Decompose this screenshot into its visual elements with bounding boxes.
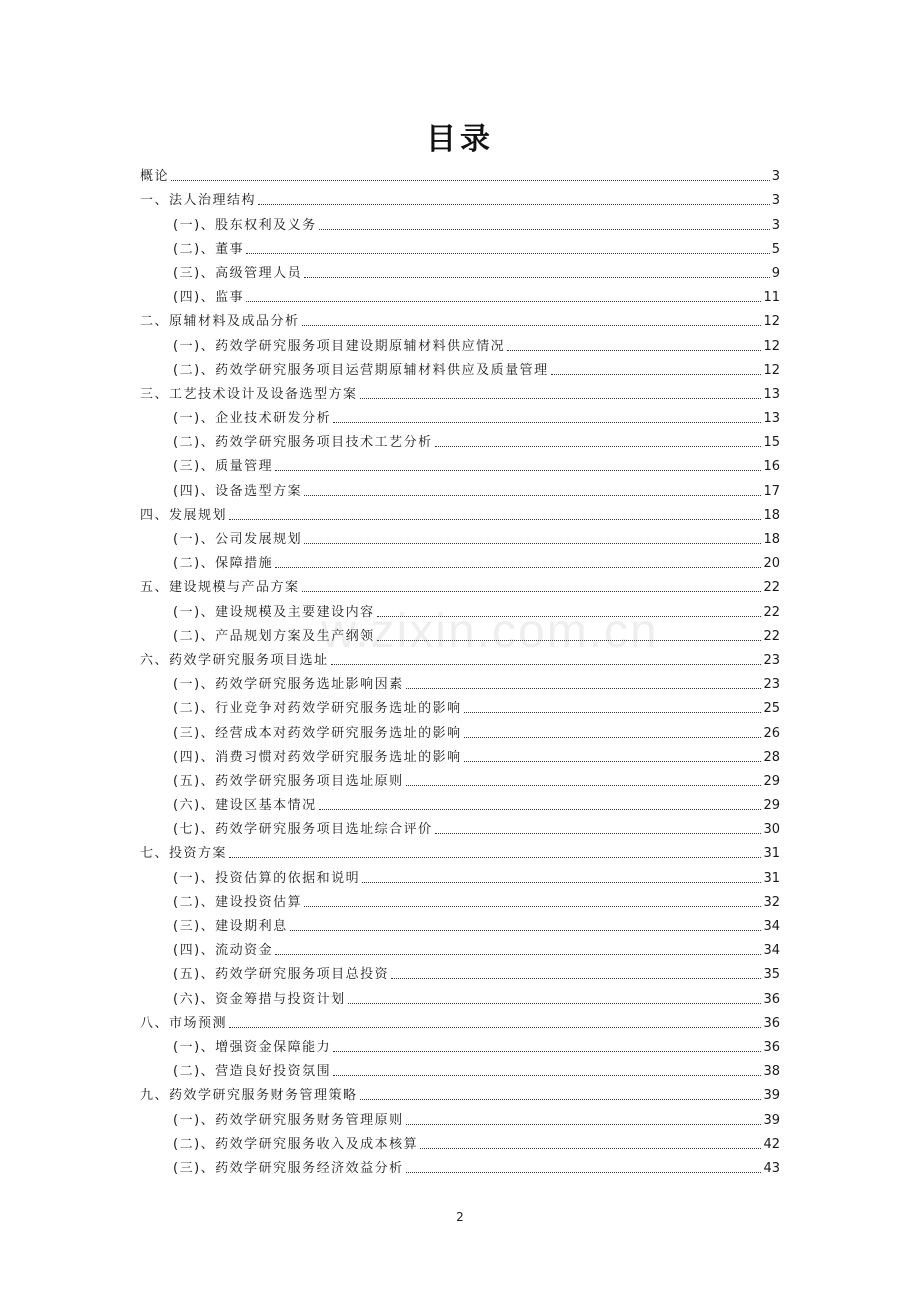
toc-entry[interactable] xyxy=(140,1079,780,1103)
toc-entry-label: (三)、建设期利息 xyxy=(173,919,288,934)
toc-dot-leader xyxy=(391,978,761,979)
toc-entry-label: (三)、高级管理人员 xyxy=(173,265,303,281)
toc-entry-page: 13 xyxy=(763,411,780,427)
toc-dot-leader xyxy=(464,737,762,738)
toc-entry-label: 三、工艺技术设计及设备选型方案 xyxy=(140,386,358,402)
toc-subentry[interactable] xyxy=(140,354,780,378)
toc-dot-leader xyxy=(302,591,762,592)
watermark: w.zixin.com.cn xyxy=(321,605,659,658)
toc-subentry[interactable] xyxy=(140,233,780,257)
toc-subentry[interactable] xyxy=(140,934,780,958)
toc-entry-label: 五、建设规模与产品方案 xyxy=(140,580,300,596)
toc-entry-label: (五)、药效学研究服务项目选址原则 xyxy=(173,773,404,789)
toc-entry-page: 26 xyxy=(763,725,780,741)
toc-dot-leader xyxy=(246,301,761,302)
toc-dot-leader xyxy=(275,954,761,955)
toc-dot-leader xyxy=(464,712,762,713)
toc-entry-page: 32 xyxy=(763,894,780,910)
toc-subentry[interactable] xyxy=(140,765,780,789)
toc-entry-page: 22 xyxy=(763,628,780,644)
toc-dot-leader xyxy=(406,1172,762,1173)
toc-entry-label: 二、原辅材料及成品分析 xyxy=(140,314,300,330)
toc-entry-label: (二)、营造良好投资氛围 xyxy=(173,1064,332,1080)
toc-entry-label: (七)、药效学研究服务项目选址综合评价 xyxy=(173,822,433,838)
toc-entry-page: 31 xyxy=(763,870,780,886)
toc-subentry[interactable] xyxy=(140,692,780,716)
toc-entry-page: 12 xyxy=(763,338,780,354)
toc-entry-page: 39 xyxy=(763,1088,780,1104)
toc-entry-page: 29 xyxy=(763,773,780,789)
toc-entry-page: 3 xyxy=(771,193,780,209)
toc-entry-label: (一)、企业技术研发分析 xyxy=(173,411,332,427)
toc-dot-leader xyxy=(258,204,770,205)
toc-entry-page: 25 xyxy=(763,701,780,717)
toc-entry-label: (一)、药效学研究服务选址影响因素 xyxy=(173,677,404,693)
toc-subentry[interactable] xyxy=(140,982,780,1006)
toc-entry-page: 42 xyxy=(763,1136,780,1152)
toc-entry-label: (六)、建设区基本情况 xyxy=(173,798,317,814)
toc-subentry[interactable] xyxy=(140,958,780,982)
toc-subentry[interactable] xyxy=(140,1031,780,1055)
toc-entry[interactable] xyxy=(140,184,780,208)
toc-subentry[interactable] xyxy=(140,281,780,305)
toc-dot-leader xyxy=(304,906,761,907)
toc-dot-leader xyxy=(377,616,762,617)
toc-entry-label: 八、市场预测 xyxy=(140,1015,228,1031)
toc-dot-leader xyxy=(319,809,762,810)
toc-entry-page: 20 xyxy=(763,556,780,572)
toc-dot-leader xyxy=(304,543,761,544)
toc-dot-leader xyxy=(435,833,762,834)
toc-entry-page: 39 xyxy=(763,1112,780,1128)
toc-dot-leader xyxy=(319,229,770,230)
toc-subentry[interactable] xyxy=(140,620,780,644)
toc-subentry[interactable] xyxy=(140,208,780,232)
toc-entry-label: (一)、公司发展规划 xyxy=(173,532,303,547)
toc-entry-label: (二)、产品规划方案及生产纲领 xyxy=(173,628,375,644)
toc-entry-label: (六)、资金筹措与投资计划 xyxy=(173,991,346,1007)
toc-entry-page: 29 xyxy=(763,798,780,814)
toc-entry-page: 3 xyxy=(771,169,780,185)
toc-subentry[interactable] xyxy=(140,523,780,547)
toc-dot-leader xyxy=(348,1003,762,1004)
toc-entry-page: 23 xyxy=(763,677,780,693)
toc-entry-page: 34 xyxy=(763,919,780,934)
toc-dot-leader xyxy=(360,398,762,399)
toc-entry-page: 36 xyxy=(763,1039,780,1055)
toc-dot-leader xyxy=(304,495,761,496)
toc-dot-leader xyxy=(551,374,762,375)
toc-dot-leader xyxy=(507,350,761,351)
toc-entry[interactable] xyxy=(140,378,780,402)
toc-entry-page: 36 xyxy=(763,991,780,1007)
toc-entry[interactable] xyxy=(140,499,780,523)
toc-dot-leader xyxy=(420,1148,761,1149)
toc-dot-leader xyxy=(333,1051,761,1052)
table-of-contents xyxy=(140,160,780,1176)
toc-entry-label: 一、法人治理结构 xyxy=(140,193,257,209)
toc-dot-leader xyxy=(290,930,762,931)
toc-entry[interactable] xyxy=(140,571,780,595)
toc-subentry[interactable] xyxy=(140,861,780,885)
toc-entry-page: 23 xyxy=(763,652,780,668)
toc-entry-page: 11 xyxy=(763,290,780,306)
toc-dot-leader xyxy=(331,664,762,665)
toc-dot-leader xyxy=(302,325,762,326)
toc-entry-page: 31 xyxy=(763,846,780,862)
toc-subentry[interactable] xyxy=(140,474,780,498)
toc-entry-label: 七、投资方案 xyxy=(140,846,228,862)
toc-subentry[interactable] xyxy=(140,741,780,765)
toc-entry-page: 12 xyxy=(763,314,780,330)
toc-entry-page: 18 xyxy=(763,532,780,547)
toc-dot-leader xyxy=(406,785,762,786)
toc-dot-leader xyxy=(435,446,762,447)
toc-dot-leader xyxy=(362,882,761,883)
toc-entry-label: (四)、消费习惯对药效学研究服务选址的影响 xyxy=(173,749,462,765)
toc-entry-label: 四、发展规划 xyxy=(140,507,228,523)
toc-entry[interactable] xyxy=(140,644,780,668)
toc-entry-label: (三)、药效学研究服务经济效益分析 xyxy=(173,1160,404,1176)
toc-entry[interactable] xyxy=(140,837,780,861)
page-title: 目录 xyxy=(426,122,494,157)
toc-entry-page: 30 xyxy=(763,822,780,838)
toc-entry-page: 43 xyxy=(763,1160,780,1176)
toc-entry-label: (二)、药效学研究服务项目运营期原辅材料供应及质量管理 xyxy=(173,362,549,378)
toc-entry-label: (二)、保障措施 xyxy=(173,556,274,572)
toc-dot-leader xyxy=(360,1099,762,1100)
toc-dot-leader xyxy=(246,253,770,254)
toc-dot-leader xyxy=(333,1075,761,1076)
toc-entry-label: (二)、行业竞争对药效学研究服务选址的影响 xyxy=(173,701,462,717)
toc-entry-label: (一)、投资估算的依据和说明 xyxy=(173,870,361,886)
toc-entry-page: 3 xyxy=(771,217,780,233)
toc-entry-label: 六、药效学研究服务项目选址 xyxy=(140,652,329,668)
toc-subentry[interactable] xyxy=(140,1103,780,1127)
toc-entry-page: 15 xyxy=(763,435,780,451)
toc-entry-label: 概论 xyxy=(140,169,170,185)
toc-entry-label: (一)、增强资金保障能力 xyxy=(173,1039,332,1055)
toc-entry-page: 38 xyxy=(763,1064,780,1080)
toc-subentry[interactable] xyxy=(140,886,780,910)
toc-dot-leader xyxy=(229,1027,761,1028)
toc-entry-page: 34 xyxy=(763,943,780,959)
toc-entry[interactable] xyxy=(140,305,780,329)
toc-subentry[interactable] xyxy=(140,668,780,692)
toc-dot-leader xyxy=(406,688,762,689)
toc-subentry[interactable] xyxy=(140,1055,780,1079)
toc-entry-label: (二)、建设投资估算 xyxy=(173,894,303,910)
toc-dot-leader xyxy=(464,761,762,762)
toc-subentry[interactable] xyxy=(140,426,780,450)
toc-entry-label: (四)、监事 xyxy=(173,290,245,306)
toc-subentry[interactable] xyxy=(140,450,780,474)
toc-dot-leader xyxy=(229,519,761,520)
toc-dot-leader xyxy=(406,1124,762,1125)
toc-subentry[interactable] xyxy=(140,257,780,281)
toc-entry-page: 28 xyxy=(763,749,780,765)
toc-entry-label: (二)、药效学研究服务项目技术工艺分析 xyxy=(173,435,433,451)
toc-dot-leader xyxy=(377,640,762,641)
toc-entry-label: (一)、建设规模及主要建设内容 xyxy=(173,604,375,620)
toc-subentry[interactable] xyxy=(140,595,780,619)
toc-dot-leader xyxy=(275,567,761,568)
toc-entry-page: 12 xyxy=(763,362,780,378)
toc-dot-leader xyxy=(229,857,761,858)
toc-entry-page: 36 xyxy=(763,1015,780,1031)
toc-entry[interactable] xyxy=(140,1007,780,1031)
toc-entry-label: (二)、董事 xyxy=(173,241,245,257)
toc-subentry[interactable] xyxy=(140,716,780,740)
toc-subentry[interactable] xyxy=(140,789,780,813)
toc-entry-label: (五)、药效学研究服务项目总投资 xyxy=(173,967,390,983)
toc-entry-page: 9 xyxy=(771,265,780,281)
toc-subentry[interactable] xyxy=(140,813,780,837)
toc-entry-page: 17 xyxy=(763,483,780,499)
toc-entry-page: 18 xyxy=(763,507,780,523)
toc-entry-page: 13 xyxy=(763,386,780,402)
toc-entry-page: 22 xyxy=(763,604,780,620)
toc-entry-page: 5 xyxy=(771,241,780,257)
toc-entry-page: 22 xyxy=(763,580,780,596)
page-number: 2 xyxy=(456,1210,464,1224)
toc-subentry[interactable] xyxy=(140,329,780,353)
toc-entry-label: (一)、药效学研究服务项目建设期原辅材料供应情况 xyxy=(173,338,506,354)
toc-subentry[interactable] xyxy=(140,547,780,571)
toc-entry-label: (一)、股东权利及义务 xyxy=(173,217,317,233)
toc-entry-label: (三)、质量管理 xyxy=(173,459,274,475)
toc-entry-label: (一)、药效学研究服务财务管理原则 xyxy=(173,1112,404,1128)
toc-entry-page: 35 xyxy=(763,967,780,983)
toc-entry-label: 九、药效学研究服务财务管理策略 xyxy=(140,1088,358,1104)
toc-entry-label: (二)、药效学研究服务收入及成本核算 xyxy=(173,1136,419,1152)
toc-entry-label: (三)、经营成本对药效学研究服务选址的影响 xyxy=(173,725,462,741)
toc-entry-label: (四)、流动资金 xyxy=(173,943,274,959)
toc-entry-label: (四)、设备选型方案 xyxy=(173,483,303,499)
toc-dot-leader xyxy=(275,470,761,471)
toc-subentry[interactable] xyxy=(140,1128,780,1152)
toc-entry-page: 16 xyxy=(763,459,780,475)
toc-dot-leader xyxy=(304,277,770,278)
toc-subentry[interactable] xyxy=(140,1152,780,1176)
toc-subentry[interactable] xyxy=(140,402,780,426)
toc-entry[interactable] xyxy=(140,160,780,184)
toc-dot-leader xyxy=(333,422,761,423)
toc-dot-leader xyxy=(171,180,770,181)
toc-subentry[interactable] xyxy=(140,910,780,934)
